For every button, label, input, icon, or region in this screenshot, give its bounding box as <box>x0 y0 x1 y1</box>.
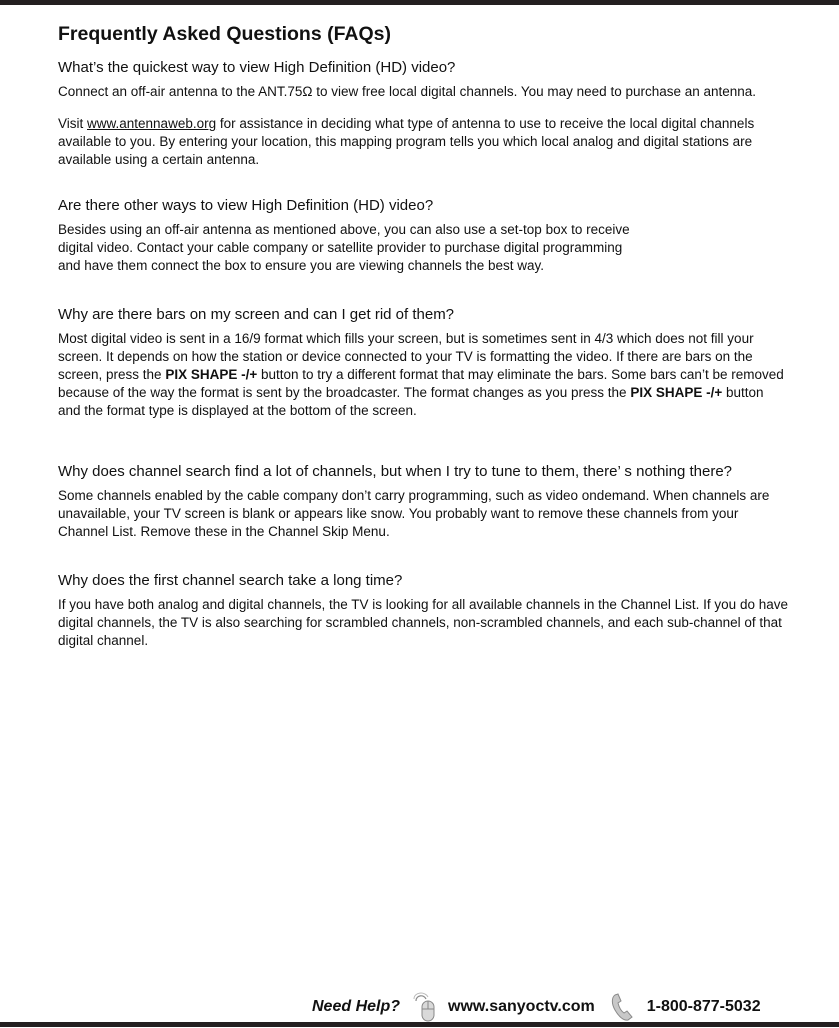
page-title: Frequently Asked Questions (FAQs) <box>58 23 392 45</box>
answer-text: button and the format type is displayed at the bottom of the screen. <box>58 385 764 418</box>
help-footer <box>312 991 792 1023</box>
answer-text: for assistance in deciding what type of antenna to use to receive the local digital channels available to you. By entering your location, this mapping program tells you which local analog and digital stations are available using a certain antenna. <box>58 116 755 167</box>
phone-icon <box>609 991 637 1023</box>
mouse-icon <box>410 991 442 1023</box>
faq-item-hd-quickest <box>58 58 788 169</box>
faq-content <box>58 22 788 650</box>
faq-question: What’s the quickest way to view High Definition (HD) video? <box>58 59 456 76</box>
faq-answer: Connect an off-air antenna to the ANT.75Ω to view free local digital channels. You may need to purchase an antenna. <box>58 84 757 99</box>
pix-shape-button-name: PIX SHAPE -/+ <box>165 367 258 382</box>
phone-number: 1-800-877-5032 <box>646 998 761 1015</box>
faq-item-hd-other-ways <box>58 196 788 275</box>
faq-answer: If you have both analog and digital channels, the TV is looking for all available channels in the Channel List. If you do have digital channels, the TV is also searching for scrambled channels, non-scrambled channels, and each sub-channel of that digital channel. <box>58 597 788 648</box>
faq-question: Why are there bars on my screen and can I get rid of them? <box>58 306 455 323</box>
faq-answer: Some channels enabled by the cable company don’t carry programming, such as video ondemand. When channels are unavailable, your TV screen is blank or appears like snow. You probably want to remove these channels from your Channel List. Remove these in the Channel Skip Menu. <box>58 488 770 539</box>
faq-question: Are there other ways to view High Definition (HD) video? <box>58 197 434 214</box>
answer-line: and have them connect the box to ensure you are viewing channels the best way. <box>58 258 545 273</box>
need-help-label: Need Help? <box>312 998 401 1015</box>
faq-item-first-search <box>58 571 788 650</box>
bottom-rule <box>0 1022 839 1027</box>
top-rule <box>0 0 839 5</box>
faq-item-screen-bars <box>58 305 788 420</box>
faq-question: Why does channel search find a lot of channels, but when I try to tune to them, there’ s nothing there? <box>58 463 733 480</box>
answer-line: digital video. Contact your cable company or satellite provider to purchase digital programming <box>58 240 623 255</box>
faq-answer <box>58 330 788 420</box>
website-link[interactable]: www.sanyoctv.com <box>448 998 595 1015</box>
pix-shape-button-name: PIX SHAPE -/+ <box>630 385 723 400</box>
answer-text: Visit <box>58 116 88 131</box>
faq-question: Why does the first channel search take a long time? <box>58 572 403 589</box>
faq-item-empty-channels <box>58 462 788 541</box>
answer-line: Besides using an off-air antenna as mentioned above, you can also use a set-top box to receive <box>58 222 630 237</box>
answer-text: button to try a different format that may eliminate the bars. Some bars can’t be removed because of the way the format is sent by the broadcaster. The format changes as you press the <box>58 367 784 400</box>
answer-text: Most digital video is sent in a 16/9 format which fills your screen, but is sometimes sent in 4/3 which does not fill your screen. It depends on how the station or device connected to your TV is formatting the video. If there are bars on the screen, press the <box>58 331 754 382</box>
faq-answer <box>58 115 788 169</box>
faq-answer <box>58 221 788 275</box>
antennaweb-link[interactable]: www.antennaweb.org <box>87 116 217 131</box>
